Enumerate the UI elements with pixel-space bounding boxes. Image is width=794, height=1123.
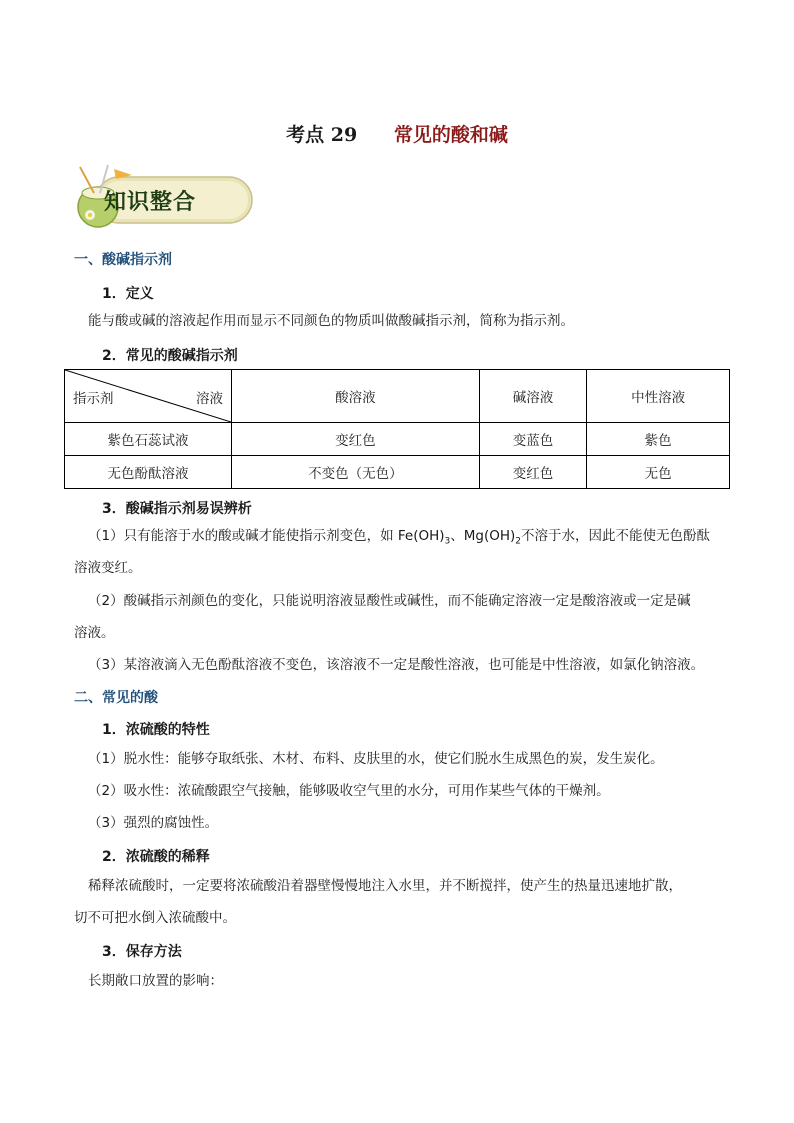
property-dehydration: （1）脱水性：能够夺取纸张、木材、布料、皮肤里的水，使它们脱水生成黑色的炭，发生炭化。 — [88, 751, 664, 767]
page-title — [0, 120, 794, 147]
row-label: 无色酚酞溶液 — [65, 456, 232, 489]
storage-text: 长期敞口放置的影响： — [88, 973, 223, 989]
storage-heading: 3．保存方法 — [102, 944, 182, 960]
mistake-1-text: （1）只有能溶于水的酸或碱才能使指示剂变色，如 $Fe(OH)_3$、$Mg(OH)_2$不溶于水，因此不能使无色酚酞 — [88, 528, 711, 547]
property-absorption: （2）吸水性：浓硫酸跟空气接触，能够吸收空气里的水分，可用作某些气体的干燥剂。 — [88, 783, 610, 799]
banner-label: 知识整合 — [104, 189, 197, 215]
title-name: 常见的酸和碱 — [393, 124, 508, 146]
section-1-heading: 一、酸碱指示剂 — [74, 252, 172, 268]
indicator-table — [64, 369, 730, 489]
table-cell: 变蓝色 — [479, 423, 587, 456]
mistake-1-continued: 溶液变红。 — [74, 560, 142, 576]
dilution-text: 稀释浓硫酸时，一定要将浓硫酸沿着器壁慢慢地注入水里，并不断搅拌，使产生的热量迅速地扩散， — [88, 878, 682, 894]
table-cell: 紫色 — [587, 423, 730, 456]
property-corrosive: （3）强烈的腐蚀性。 — [88, 815, 219, 831]
title-number: 考点 29 — [286, 124, 358, 146]
definition-text: 能与酸或碱的溶液起作用而显示不同颜色的物质叫做酸碱指示剂，简称为指示剂。 — [88, 313, 574, 329]
table-corner-cell — [65, 370, 232, 423]
row-label: 紫色石蕊试液 — [65, 423, 232, 456]
table-row — [65, 456, 730, 489]
table-cell: 变红色 — [232, 423, 480, 456]
mistakes-heading: 3．酸碱指示剂易误辨析 — [102, 501, 252, 517]
table-cell: 不变色（无色） — [232, 456, 480, 489]
mistake-2-continued: 溶液。 — [74, 625, 115, 641]
dilution-heading: 2．浓硫酸的稀释 — [102, 849, 210, 865]
column-header: 碱溶液 — [479, 370, 587, 423]
mistake-2-text: （2）酸碱指示剂颜色的变化，只能说明溶液显酸性或碱性，而不能确定溶液一定是酸溶液或一定是碱 — [88, 593, 691, 609]
table-cell: 无色 — [587, 456, 730, 489]
mistake-3-text: （3）某溶液滴入无色酚酞溶液不变色，该溶液不一定是酸性溶液，也可能是中性溶液，如氯化钠溶液。 — [88, 657, 705, 673]
common-indicators-heading: 2．常见的酸碱指示剂 — [102, 348, 238, 364]
corner-label-indicator: 指示剂 — [73, 391, 114, 407]
definition-heading: 1．定义 — [102, 286, 154, 302]
sulfuric-acid-properties-heading: 1．浓硫酸的特性 — [102, 722, 210, 738]
table-cell: 变红色 — [479, 456, 587, 489]
column-header: 酸溶液 — [232, 370, 480, 423]
corner-label-solution: 溶液 — [196, 391, 223, 407]
section-2-heading: 二、常见的酸 — [74, 690, 158, 706]
table-header-row — [65, 370, 730, 423]
dilution-continued: 切不可把水倒入浓硫酸中。 — [74, 910, 236, 926]
column-header: 中性溶液 — [587, 370, 730, 423]
table-row — [65, 423, 730, 456]
